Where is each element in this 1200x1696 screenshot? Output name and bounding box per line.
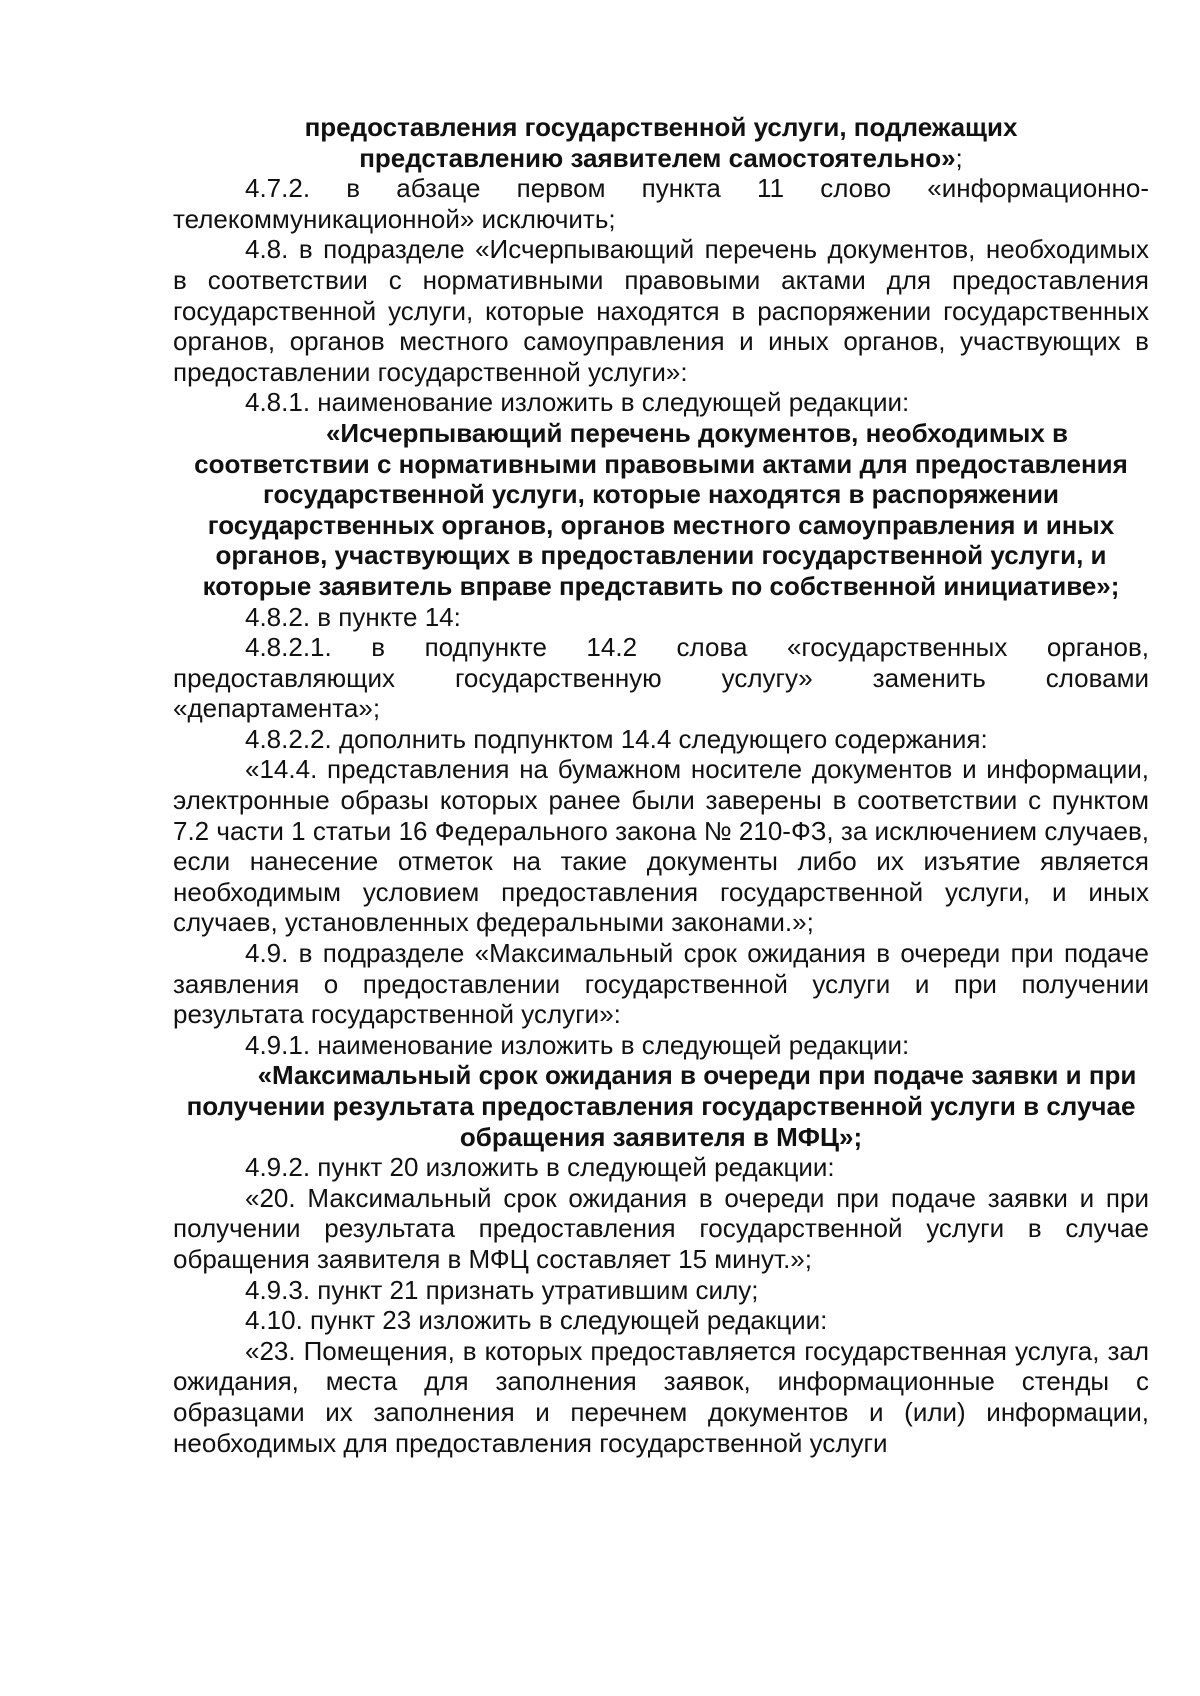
paragraph-4-9-3: 4.9.3. пункт 21 признать утратившим силу; <box>245 1274 759 1305</box>
paragraph-14-4: «14.4. представления на бумажном носителе документов и информации, электронные образы которых ранее были заверены в соответствии с пунктом 7.2 части 1 статьи 16 Федерального закона № 210-ФЗ, за исключением случаев, если нанесение отметок на такие документы либо их изъятие является необходимым условием предоставления государственной услуги, и иных случаев, установленных федеральными законами.»; <box>173 754 1149 938</box>
heading-documents-self <box>173 112 1149 173</box>
paragraph-4-8-1: 4.8.1. наименование изложить в следующей редакции: <box>245 387 910 418</box>
paragraph-4-9-2: 4.9.2. пункт 20 изложить в следующей редакции: <box>245 1152 835 1183</box>
heading-documents-initiative: «Исчерпывающий перечень документов, необходимых в соответствии с нормативными правовыми актами для предоставления государственной услуги, которые находятся в распоряжении государственных органов, органов местного самоуправления и иных органов, участвующих в предоставлении государственной услуги, и которые заявитель вправе представить по собственной инициативе»; <box>194 417 1128 601</box>
heading-documents-self-semicolon: ; <box>955 142 963 173</box>
paragraph-4-8: 4.8. в подразделе «Исчерпывающий перечень документов, необходимых в соответствии с нормативными правовыми актами для предоставления государственной услуги, которые находятся в распоряжении государственных органов, органов местного самоуправления и иных органов, участвующих в предоставлении государственной услуги»: <box>173 234 1149 387</box>
paragraph-23: «23. Помещения, в которых предоставляется государственная услуга, зал ожидания, места для заполнения заявок, информационные стенды с образцами их заполнения и перечнем документов и (или) информации, необходимых для предоставления государственной услуги <box>173 1335 1149 1458</box>
paragraph-4-9: 4.9. в подразделе «Максимальный срок ожидания в очереди при подаче заявления о предоставлении государственной услуги и при получении результата государственной услуги»: <box>173 938 1149 1030</box>
paragraph-4-8-2-2: 4.8.2.2. дополнить подпунктом 14.4 следующего содержания: <box>245 723 988 754</box>
paragraph-4-8-2: 4.8.2. в пункте 14: <box>245 601 461 632</box>
paragraph-4-9-1: 4.9.1. наименование изложить в следующей редакции: <box>245 1029 910 1060</box>
paragraph-4-7-2: 4.7.2. в абзаце первом пункта 11 слово «информационно-телекоммуникационной» исключить; <box>173 173 1149 234</box>
paragraph-4-8-2-1: 4.8.2.1. в подпункте 14.2 слова «государственных органов, предоставляющих государственную услугу» заменить словами «департамента»; <box>173 632 1149 724</box>
paragraph-20: «20. Максимальный срок ожидания в очереди при подаче заявки и при получении результата предоставления государственной услуги в случае обращения заявителя в МФЦ составляет 15 минут.»; <box>173 1182 1149 1274</box>
document-page <box>173 112 1149 1458</box>
heading-documents-self-text: предоставления государственной услуги, подлежащих представлению заявителем самостоятельно» <box>304 112 1018 173</box>
paragraph-4-10: 4.10. пункт 23 изложить в следующей редакции: <box>245 1305 828 1336</box>
heading-max-wait-time: «Максимальный срок ожидания в очереди при подаче заявки и при получении результата предоставления государственной услуги в случае обращения заявителя в МФЦ»; <box>186 1060 1137 1152</box>
